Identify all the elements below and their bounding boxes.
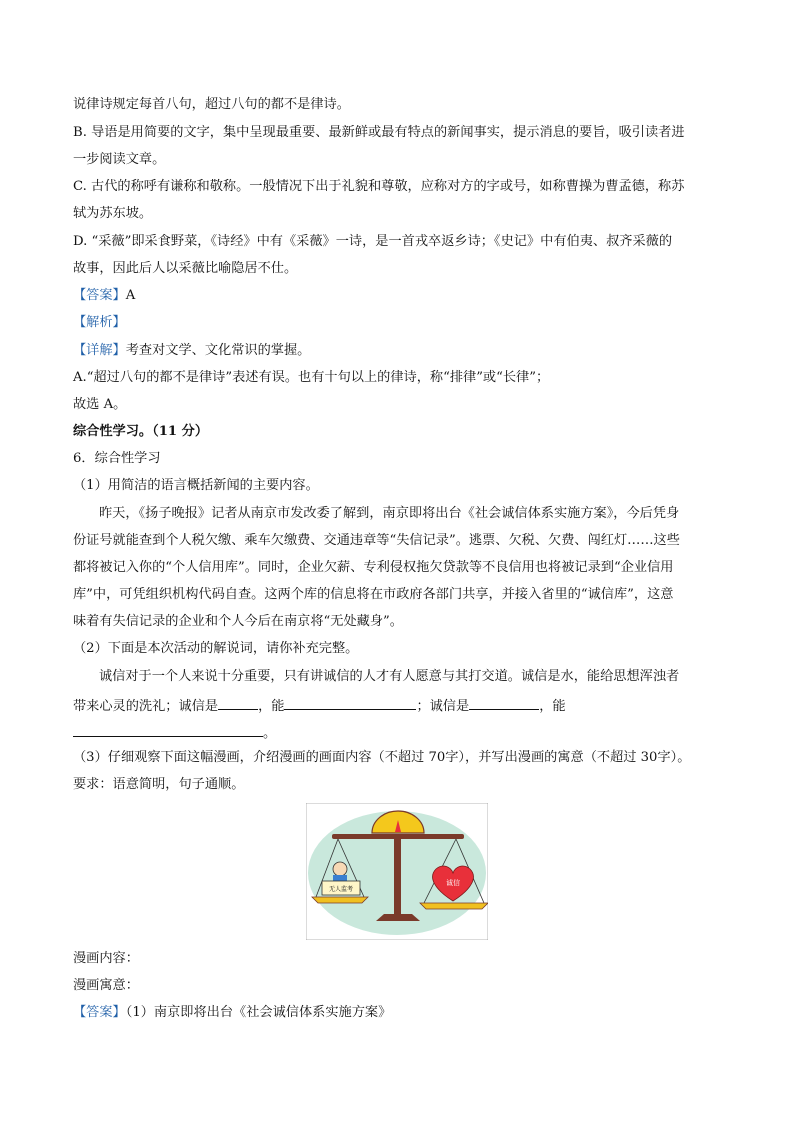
comic-meaning-label: 漫画寓意： [73,978,139,993]
option-b: B. 导语是用简要的文字，集中呈现最重要、最新鲜或最有特点的新闻事实，提示消息的要旨，吸引读者进 [73,125,685,140]
question-6: 6．综合性学习 [73,451,161,466]
question-6-3: （3）仔细观察下面这幅漫画，介绍漫画的画面内容（不超过 70字），并写出漫画的寓意（不超过 30字）。 [73,750,691,765]
news-paragraph: 都将被记入你的“个人信用库”。同时，企业欠薪、专利侵权拖欠贷款等不良信用也将被记录到“企业信用 [73,560,674,575]
answer-text: （1）南京即将出台《社会诚信体系实施方案》 [125,1005,392,1020]
fill-blank[interactable] [218,695,258,710]
answer-label: 【答案】 [73,1005,126,1020]
option-d: D. “采薇”即采食野菜，《诗经》中有《采薇》一诗，是一首戎卒返乡诗；《史记》中有伯夷、叔齐采薇的 [73,234,673,249]
fill-blank[interactable] [284,695,416,710]
detail-line [73,342,310,360]
integrity-scale-cartoon [306,803,488,940]
question-requirement: 要求：语意简明，句子通顺。 [73,777,245,792]
answer-line [73,287,135,305]
scale-beam [332,834,464,839]
fill-blank[interactable] [469,695,539,710]
text-line: 故选 A。 [73,397,127,412]
answer-label: 【答案】 [73,288,126,303]
question-6-2: （2）下面是本次活动的解说词，请你补充完整。 [73,641,359,656]
text-line: 故事，因此后人以采薇比喻隐居不仕。 [73,261,298,276]
student-head [333,862,347,876]
text-line: 轼为苏东坡。 [73,206,153,221]
commentary-blanks: 带来心灵的洗礼；诚信是 ，能 ；诚信是 ，能 [73,695,566,716]
detail-text: 考查对文学、文化常识的掌握。 [125,343,311,358]
commentary-text: 诚信对于一个人来说十分重要，只有讲诚信的人才有人愿意与其打交道。诚信是水，能给思想浑浊者 [99,669,680,684]
news-paragraph: 味着有失信记录的企业和个人今后在南京将“无处藏身”。 [73,614,403,629]
question-6-1: （1）用简洁的语言概括新闻的主要内容。 [73,478,319,493]
option-c: C. 古代的称呼有谦称和敬称。一般情况下出于礼貌和尊敬，应称对方的字或号，如称曹操为曹孟德，称苏 [73,179,685,194]
text-line: A.“超过八句的都不是律诗”表述有误。也有十句以上的律诗，称“排律”或“长律”； [73,370,550,385]
comic-content-label: 漫画内容： [73,951,139,966]
section-title: 综合性学习。（11 分） [73,424,209,439]
text-line: 一步阅读文章。 [73,152,166,167]
answer-value: A [125,288,136,303]
text-line: 说律诗规定每首八句，超过八句的都不是律诗。 [73,97,350,112]
left-pan [312,897,368,903]
news-paragraph: 昨天，《扬子晚报》记者从南京市发改委了解到，南京即将出台《社会诚信体系实施方案》，今后凭身 [99,506,680,521]
news-paragraph: 份证号就能查到个人税欠缴、乘车欠缴费、交通违章等“失信记录”。逃票、欠税、欠费、闯红灯……这些 [73,533,680,548]
left-sign: 无人监考 [328,886,354,893]
answer-line-2 [73,1004,391,1022]
heart-label: 诚信 [446,879,460,887]
commentary-blanks: 。 [73,722,276,743]
fill-blank[interactable] [73,722,263,737]
news-paragraph: 库”中，可凭组织机构代码自查。这两个库的信息将在市政府各部门共享，并接入省里的“诚信库”，这意 [73,587,674,602]
analysis-label: 【解析】 [73,315,126,330]
scale-pillar [394,839,401,917]
right-pan [420,903,488,909]
detail-label: 【详解】 [73,343,126,358]
